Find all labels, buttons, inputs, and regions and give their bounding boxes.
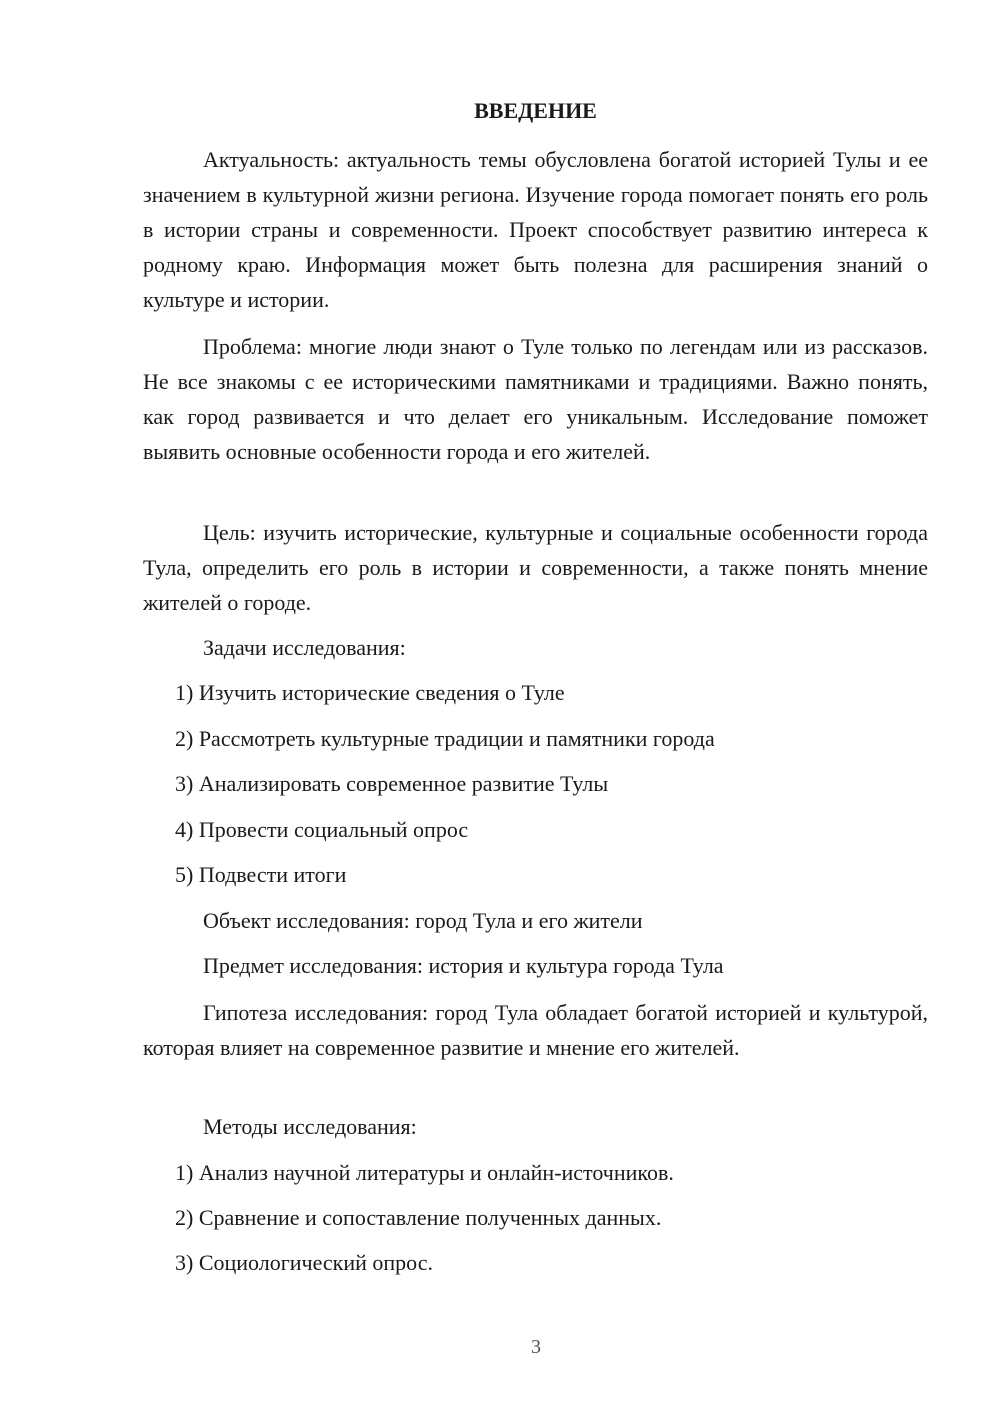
object-line: Объект исследования: город Тула и его жители: [203, 908, 643, 933]
task-item: 5) Подвести итоги: [175, 862, 347, 887]
tasks-heading: Задачи исследования:: [203, 635, 406, 660]
methods-heading: Методы исследования:: [203, 1114, 417, 1139]
hypothesis-paragraph: Гипотеза исследования: город Тула обладает богатой историей и культурой, которая влияет на современное развитие и мнение его жителей.: [143, 1000, 928, 1060]
method-item: 3) Социологический опрос.: [175, 1250, 433, 1275]
goal-paragraph: Цель: изучить исторические, культурные и социальные особенности города Тула, определить его роль в истории и современности, а также понять мнение жителей о городе.: [143, 520, 928, 615]
problem-paragraph: Проблема: многие люди знают о Туле только по легендам или из рассказов. Не все знакомы с ее историческими памятниками и традициями. Важно понять, как город развивается и что делает его уникальным. Исследование поможет выявить основные особенности города и его жителей.: [143, 334, 928, 464]
section-title: ВВЕДЕНИЕ: [474, 98, 597, 123]
relevance-paragraph: Актуальность: актуальность темы обусловлена богатой историей Тулы и ее значением в культурной жизни региона. Изучение города помогает понять его роль в истории страны и современности. Проект способствует развитию интереса к родному краю. Информация может быть полезна для расширения знаний о культуре и истории.: [143, 147, 928, 312]
method-item: 2) Сравнение и сопоставление полученных данных.: [175, 1205, 662, 1230]
task-item: 4) Провести социальный опрос: [175, 817, 469, 842]
subject-line: Предмет исследования: история и культура города Тула: [203, 953, 724, 978]
task-item: 3) Анализировать современное развитие Тулы: [175, 771, 609, 796]
method-item: 1) Анализ научной литературы и онлайн-источников.: [175, 1160, 674, 1185]
task-item: 1) Изучить исторические сведения о Туле: [175, 680, 565, 705]
task-item: 2) Рассмотреть культурные традиции и памятники города: [175, 726, 715, 751]
page-number: 3: [531, 1336, 541, 1358]
